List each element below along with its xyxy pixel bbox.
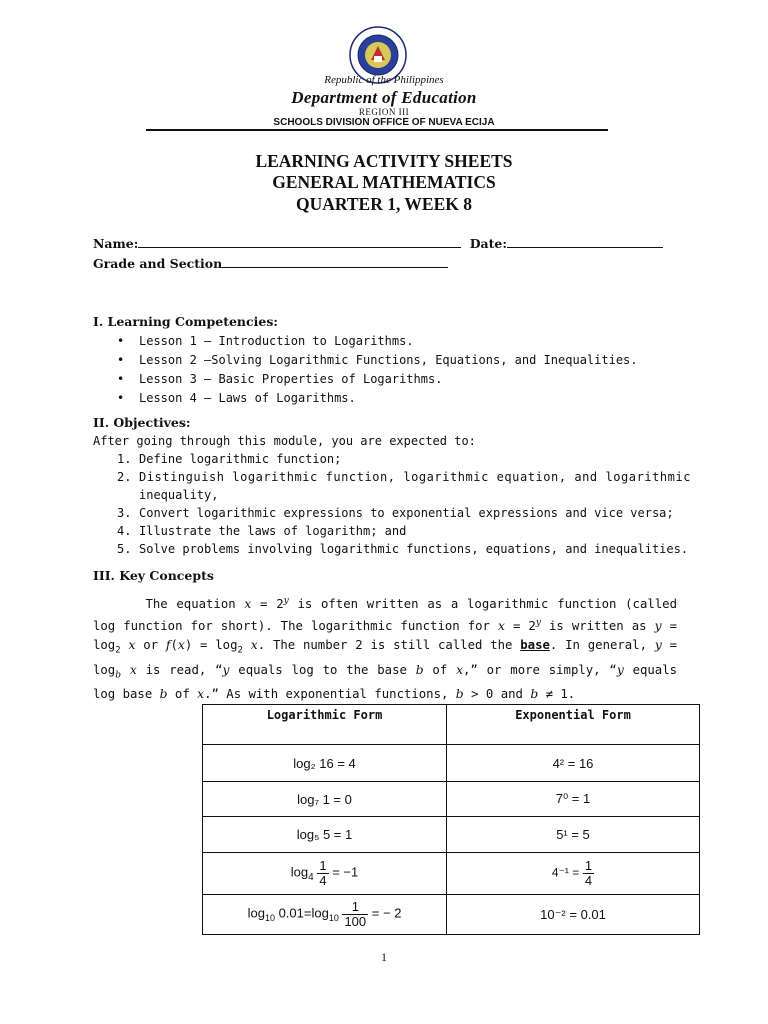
- title-line-3: QUARTER 1, WEEK 8: [295, 194, 473, 214]
- name-label: Name:: [93, 236, 139, 251]
- name-line[interactable]: [138, 235, 461, 248]
- department-label: Department of Education: [291, 88, 477, 107]
- concepts-paragraph: The equation $x = 2^y$ is often written as a logarithmic function (called log function for short). The logarithmic function for $x = 2^y$ is written as $y = \log_2 x$ or $f(x) = \log_2 x$. The number 2 is still called the base. In general, $y = \log_b x$ is read, “y equals log to the base b of x,” or more simply, “y equals log base b of x.” As with exponential functions, b > 0 and b ≠ 1.: [93, 596, 678, 702]
- objectives-intro: After going through this module, you are expected to:: [93, 434, 476, 448]
- table-cell: $\log_{10} 0.01=\log_{10}$ $\frac{1}{100}$ = − 2: [203, 895, 447, 935]
- table-row: [203, 895, 700, 935]
- table-row: [203, 782, 700, 817]
- date-line[interactable]: [507, 235, 663, 248]
- title-line-2: GENERAL MATHEMATICS: [272, 172, 496, 192]
- header-divider: [146, 129, 608, 131]
- log-exp-table: [202, 704, 700, 935]
- division-label: SCHOOLS DIVISION OFFICE OF NUEVA ECIJA: [273, 117, 495, 128]
- table-cell: 4⁻¹ = $\frac{1}{4}$: [447, 853, 700, 895]
- republic-label: Republic of the Philippines: [324, 74, 444, 86]
- competencies-heading: I. Learning Competencies:: [93, 314, 278, 329]
- page-number: 1: [381, 950, 387, 964]
- table-cell: log₇ 1 = 0: [203, 782, 447, 817]
- table-cell: log₅ 5 = 1: [203, 817, 447, 853]
- table-cell: 4² = 16: [447, 745, 700, 782]
- fraction: $\frac{1}{100}$: [344, 899, 367, 929]
- name-field[interactable]: [93, 235, 663, 251]
- table-cell: 10⁻² = 0.01: [447, 895, 700, 935]
- grade-line[interactable]: [222, 255, 448, 268]
- table-row: [203, 853, 700, 895]
- column-header: Logarithmic Form: [203, 705, 447, 745]
- title-line-1: LEARNING ACTIVITY SHEETS: [255, 151, 513, 171]
- concepts-heading: III. Key Concepts: [93, 568, 214, 583]
- table-row: [203, 817, 700, 853]
- grade-label: Grade and Section: [93, 256, 223, 271]
- table-cell: 7⁰ = 1: [447, 782, 700, 817]
- table-row: [203, 745, 700, 782]
- grade-field[interactable]: [93, 255, 448, 271]
- date-label: Date:: [469, 236, 507, 251]
- table-cell: $\log_4$ $\frac{1}{4}$ = −1: [203, 853, 447, 895]
- table-cell: log₂ 16 = 4: [203, 745, 447, 782]
- column-header: Exponential Form: [447, 705, 700, 745]
- fraction: $\frac{1}{4}$: [319, 858, 327, 888]
- table-header-row: [203, 705, 700, 745]
- objectives-heading: II. Objectives:: [93, 415, 191, 430]
- table-cell: 5¹ = 5: [447, 817, 700, 853]
- fraction: $\frac{1}{4}$: [584, 858, 593, 888]
- region-label: REGION III: [358, 107, 410, 117]
